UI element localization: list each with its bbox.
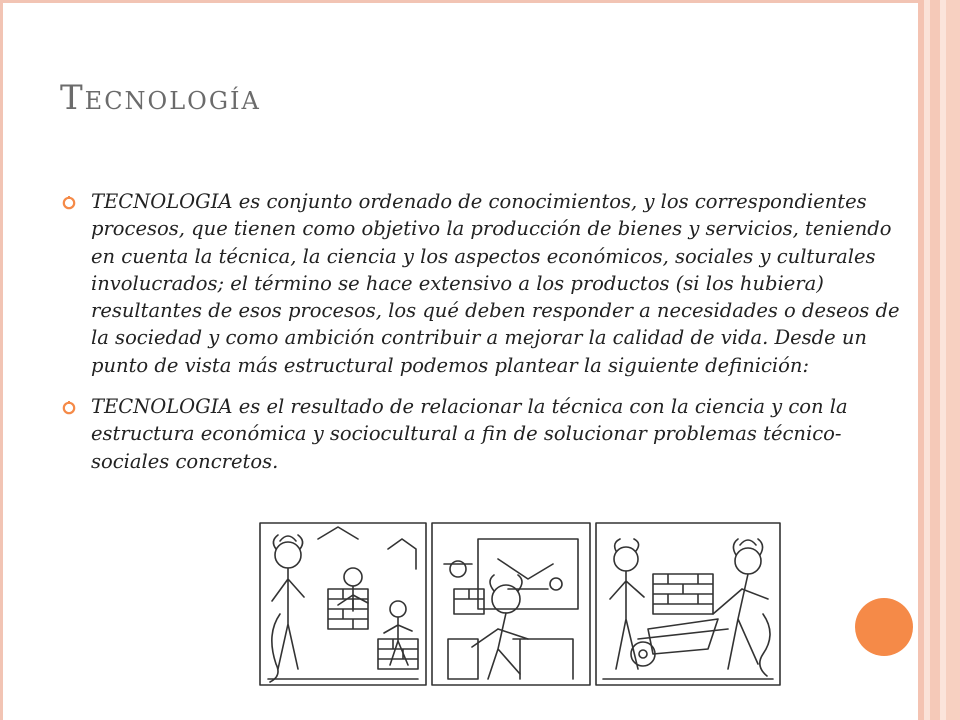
- bullet-text-2: es el resultado de relacionar la técnica con la ciencia y con la estructura económica y sociocultural a fin de solucionar problemas técnico-sociales concretos.: [91, 395, 848, 473]
- right-stripe-5: [946, 0, 960, 720]
- slide-title: Tecnología: [60, 78, 261, 118]
- bullet-lead-1: TECNOLOGIA: [91, 190, 233, 213]
- top-border-line: [0, 0, 960, 3]
- bullet-lead-2: TECNOLOGIA: [91, 395, 233, 419]
- comic-strip-illustration: [258, 519, 784, 689]
- bullet-marker-icon: [62, 401, 76, 415]
- left-border-line: [0, 0, 3, 720]
- decorative-orange-circle: [855, 598, 913, 656]
- bullet-item-2: [62, 393, 912, 475]
- bullet-marker-icon: [62, 196, 76, 210]
- comic-panel-2: [432, 523, 590, 685]
- comic-panel-1: [260, 523, 426, 685]
- bullet-text-1: es conjunto ordenado de conocimientos, y los correspondientes procesos, que tienen como objetivo la producción de bienes y servicios, teniendo en cuenta la técnica, la ciencia y los aspectos económicos, sociales y culturales involucrados; el término se hace extensivo a los productos (si los hubiera) resultantes de esos procesos, los qué deben responder a necesidades o deseos de la sociedad y como ambición contribuir a mejorar la calidad de vida. Desde un punto de vista más estructural podemos plantear la siguiente definición:: [91, 190, 900, 377]
- right-stripe-3: [930, 0, 940, 720]
- bullet-list: [62, 188, 912, 489]
- bullet-item-1: [62, 188, 912, 379]
